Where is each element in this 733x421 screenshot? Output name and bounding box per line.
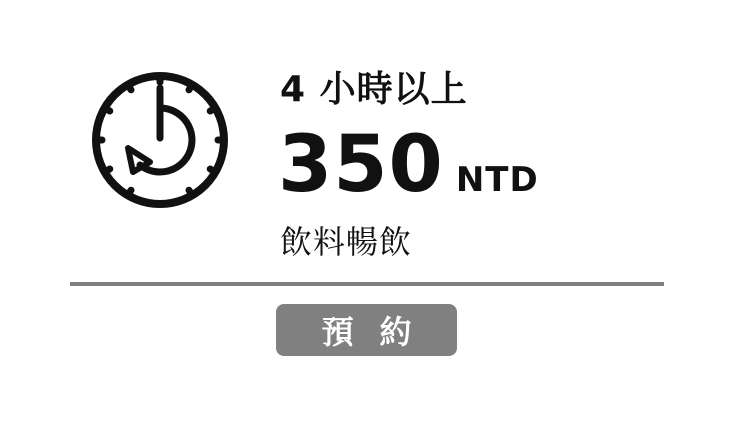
divider [70, 282, 664, 286]
plan-description: 飲料暢飲 [280, 223, 413, 261]
price-currency: NTD [455, 160, 539, 200]
clock-icon [90, 70, 230, 210]
price-amount: 350 [278, 120, 444, 210]
duration-label: 4 小時以上 [280, 69, 468, 110]
reserve-button[interactable]: 預約 [276, 304, 457, 356]
price [278, 120, 539, 210]
